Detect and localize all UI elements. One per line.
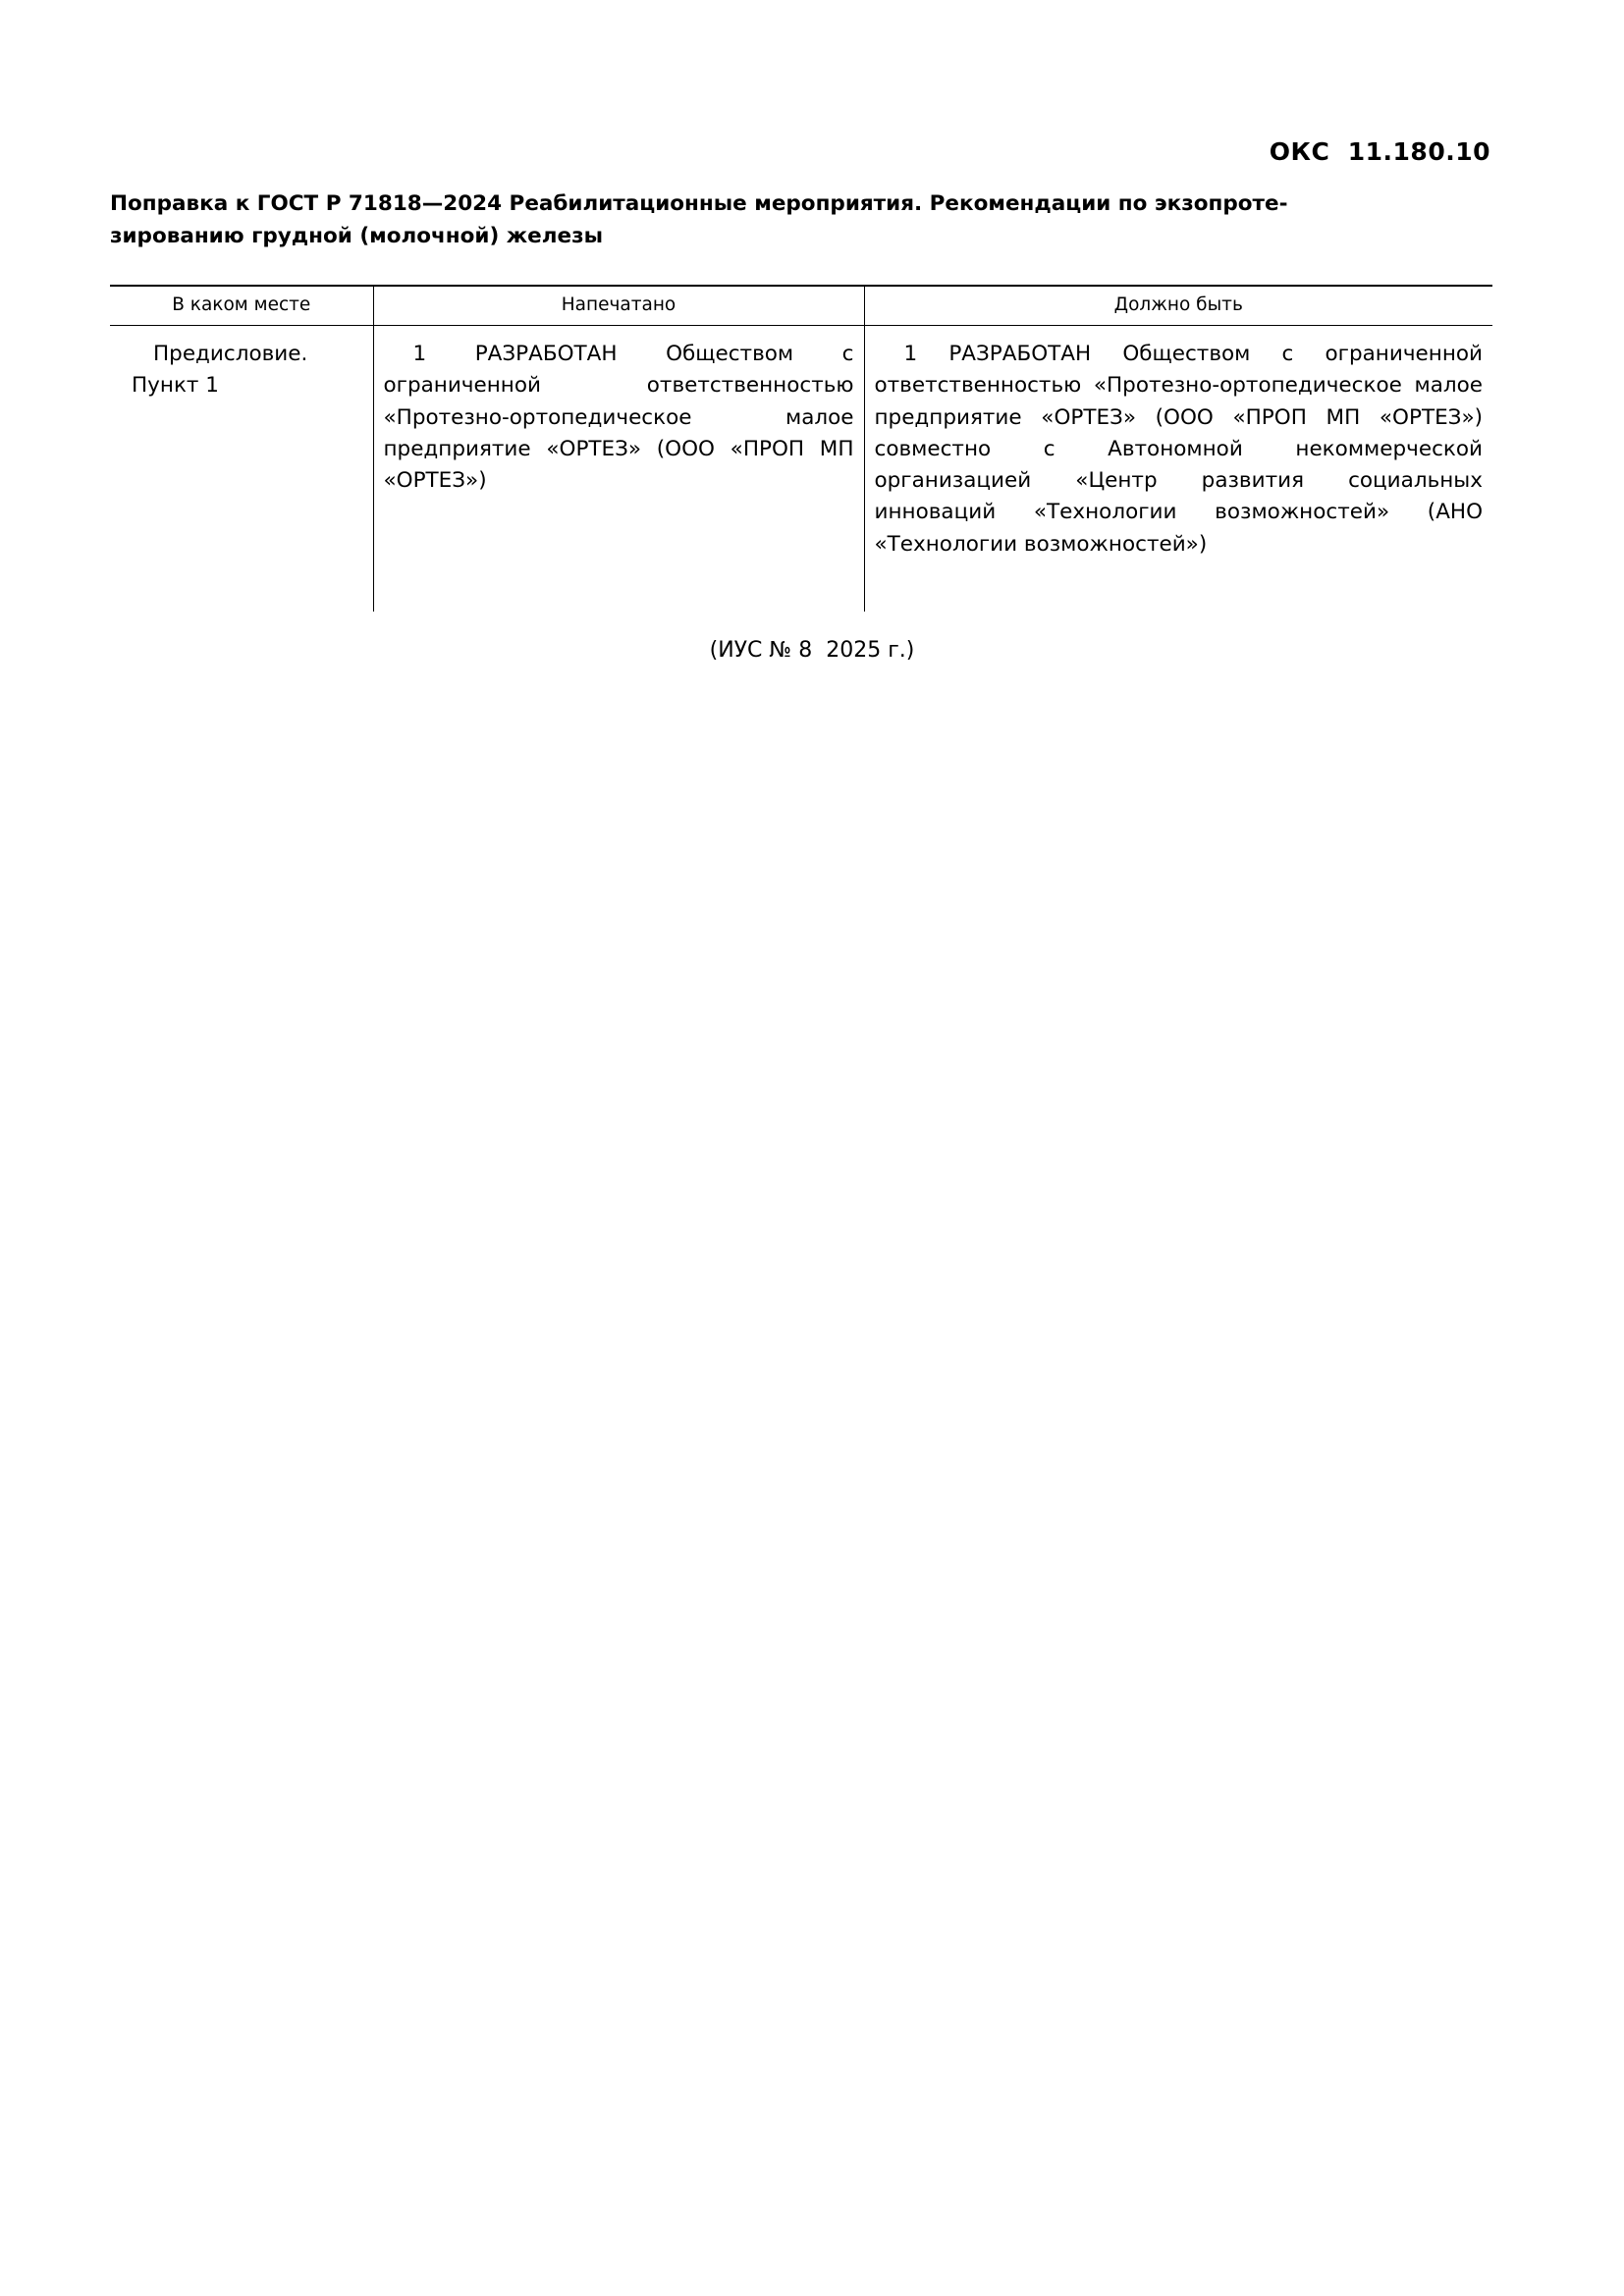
table-body: [110, 326, 1492, 613]
column-header-should-be: Должно быть: [864, 286, 1492, 326]
column-header-printed: Напечатано: [373, 286, 864, 326]
cell-printed: [373, 326, 864, 613]
cell-place-line-2: Пункт 1: [132, 373, 219, 399]
cell-should-be-text: 1 РАЗРАБОТАН Обществом с ограниченной ответственностью «Протезно-ортопедическое малое предприятие «ОРТЕЗ» (ООО «ПРОП МП «ОРТЕЗ») совместно с Автономной некоммерческой организацией «Центр развития социальных инноваций «Технологии возможностей» (АНО «Технологии возможностей»): [874, 342, 1483, 557]
cell-place-line-1: Предисловие.: [153, 342, 308, 366]
column-header-place: В каком месте: [110, 286, 373, 326]
corrections-table: [110, 285, 1492, 612]
table-row: [110, 326, 1492, 613]
table-header-row: [110, 286, 1492, 326]
page-title-line-2: зированию грудной (молочной) железы: [110, 223, 604, 248]
cell-place: [110, 326, 373, 613]
cell-printed-text: 1 РАЗРАБОТАН Обществом с ограниченной ответственностью «Протезно-ортопедическое малое предприятие «ОРТЕЗ» (ООО «ПРОП МП «ОРТЕЗ»): [383, 342, 854, 493]
table-header: [110, 286, 1492, 326]
cell-should-be: [864, 326, 1492, 613]
oks-code: ОКС 11.180.10: [1269, 137, 1490, 166]
footer-note: (ИУС № 8 2025 г.): [709, 638, 915, 663]
page-title: [110, 188, 1492, 252]
page-title-line-1: Поправка к ГОСТ Р 71818—2024 Реабилитационные мероприятия. Рекомендации по экзопроте-: [110, 191, 1288, 216]
